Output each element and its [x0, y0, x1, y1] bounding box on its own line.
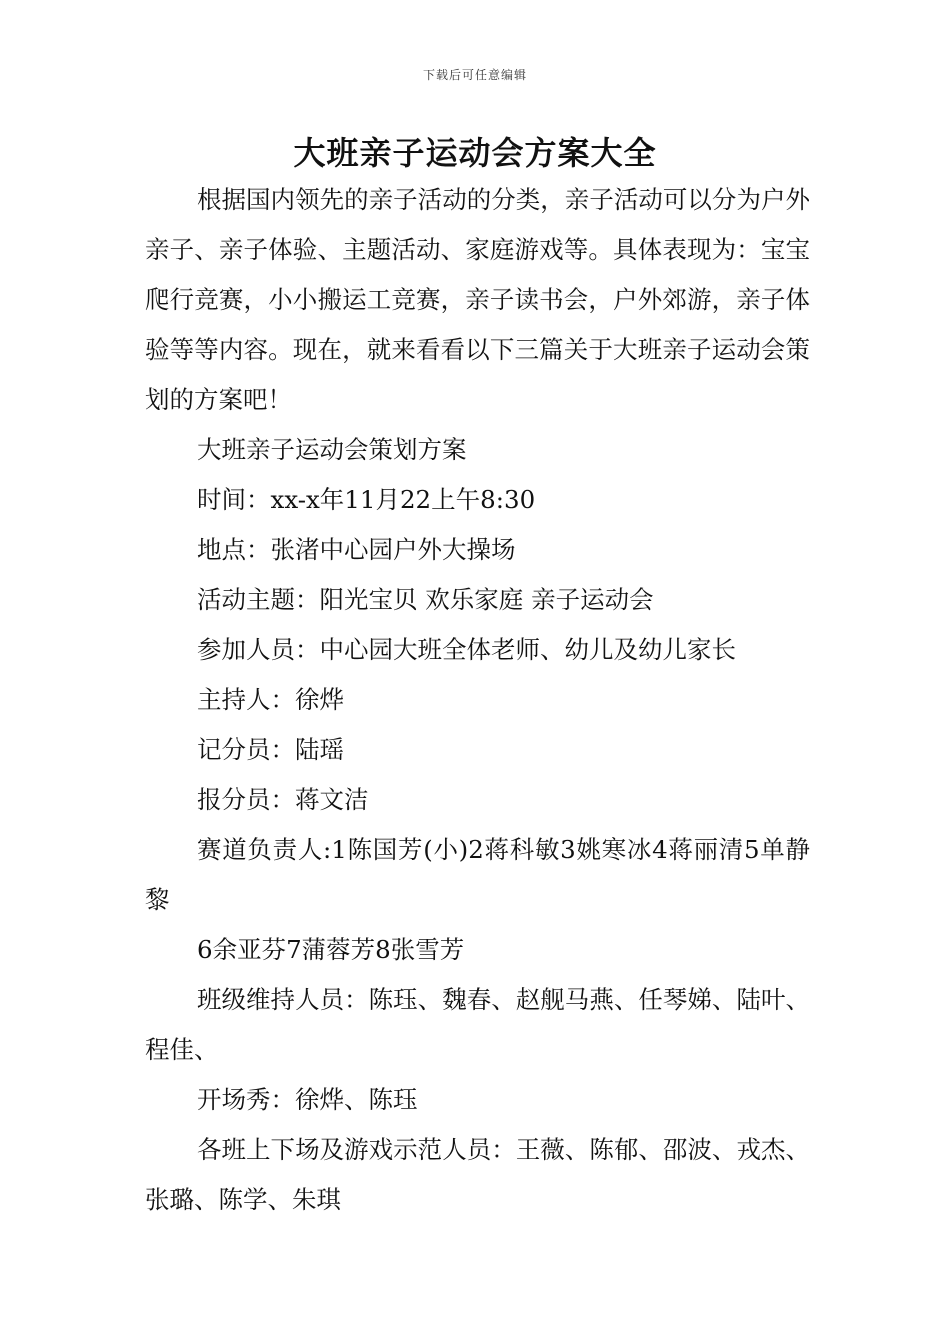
intro-paragraph: 根据国内领先的亲子活动的分类，亲子活动可以分为户外亲子、亲子体验、主题活动、家庭游戏等。具体表现为：宝宝爬行竞赛，小小搬运工竞赛，亲子读书会，户外郊游，亲子体验等等内容。现在，就来看看以下三篇关于大班亲子运动会策划的方案吧！ — [145, 185, 810, 414]
score-announcer-line: 报分员：蒋文洁 — [197, 785, 369, 814]
scorekeeper-line: 记分员：陆瑶 — [197, 735, 344, 764]
page-header-note: 下载后可任意编辑 — [422, 68, 527, 82]
participants-line: 参加人员：中心园大班全体老师、幼儿及幼儿家长 — [197, 635, 736, 664]
document-body — [145, 175, 810, 1225]
theme-line: 活动主题：阳光宝贝 欢乐家庭 亲子运动会 — [197, 585, 654, 614]
track-managers-line: 赛道负责人:1陈国芳(小)2蒋科敏3姚寒冰4蒋丽清5单静黎 — [145, 835, 810, 914]
time-line: 时间：xx-x年11月22上午8:30 — [197, 485, 536, 514]
document-title: 大班亲子运动会方案大全 — [293, 134, 657, 172]
track-managers-continued: 6余亚芬7蒲蓉芳8张雪芳 — [197, 935, 465, 964]
class-maintenance-line: 班级维持人员：陈珏、魏春、赵舰马燕、任琴娣、陆叶、程佳、 — [145, 985, 810, 1064]
opening-show-line: 开场秀：徐烨、陈珏 — [197, 1085, 418, 1114]
host-line: 主持人：徐烨 — [197, 685, 344, 714]
plan-heading: 大班亲子运动会策划方案 — [197, 435, 467, 464]
location-line: 地点：张渚中心园户外大操场 — [197, 535, 516, 564]
demonstrators-line: 各班上下场及游戏示范人员：王薇、陈郁、邵波、戎杰、张璐、陈学、朱琪 — [145, 1135, 810, 1214]
